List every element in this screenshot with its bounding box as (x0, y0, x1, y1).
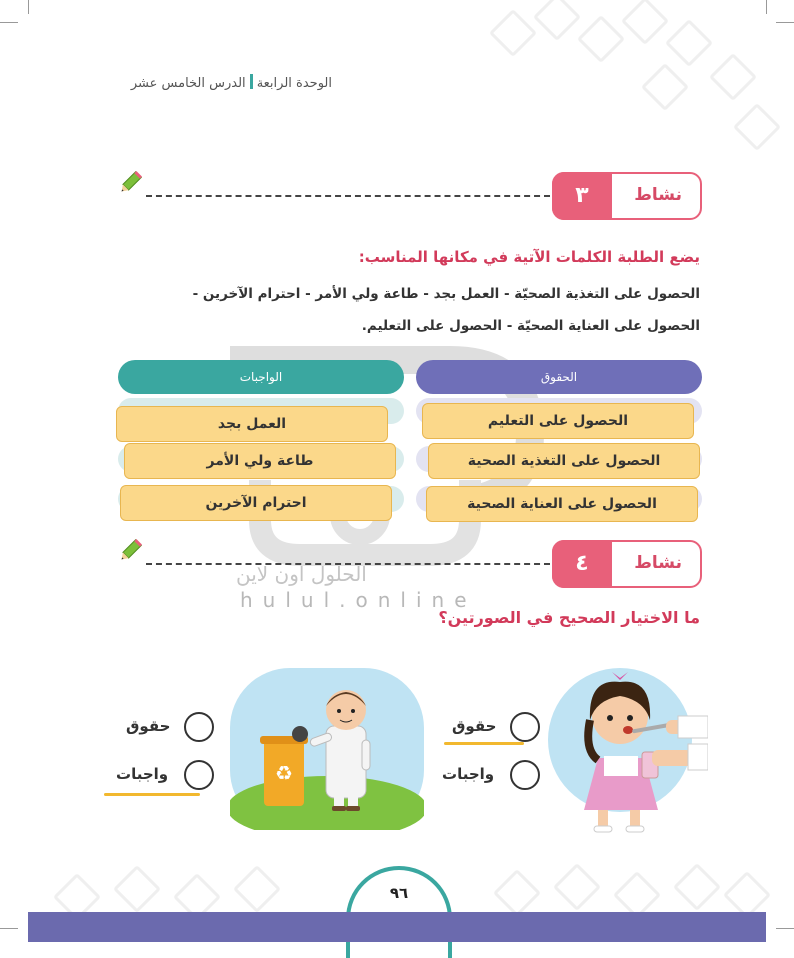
duties-answer-3[interactable]: احترام الآخرين (120, 485, 392, 521)
boy-duties-radio[interactable] (184, 760, 214, 790)
decor-diamond (709, 53, 757, 101)
pencil-icon (117, 538, 143, 564)
girl-answer-underline (444, 742, 524, 745)
girl-rights-radio[interactable] (510, 712, 540, 742)
footer-bar (28, 912, 766, 942)
activity3-badge (552, 172, 702, 220)
boy-duties-label: واجبات (116, 765, 169, 783)
decor-diamond (641, 63, 689, 111)
watermark-arabic: الحلول اون لاين (236, 562, 367, 586)
activity4-question: ما الاختيار الصحيح في الصورتين؟ (438, 608, 700, 627)
crop-mark (776, 22, 794, 23)
crop-mark (0, 928, 18, 929)
header-lesson: الدرس الخامس عشر (130, 76, 246, 91)
boy-rights-label: حقوق (126, 717, 171, 735)
svg-text:♻: ♻ (275, 761, 293, 785)
girl-rights-label: حقوق (452, 717, 497, 735)
boy-answer-underline (104, 793, 200, 796)
decor-diamond (113, 865, 161, 913)
crop-mark (28, 0, 29, 14)
decor-diamond (621, 0, 669, 45)
activity4-label: نشاط (634, 553, 682, 573)
activity4-number: ٤ (552, 540, 612, 588)
boy-rights-radio[interactable] (184, 712, 214, 742)
boy-recycling-illustration (230, 668, 424, 830)
watermark-latin: hulul.online (240, 588, 477, 612)
duties-answer-1[interactable]: العمل بجد (116, 406, 388, 442)
decor-diamond (489, 9, 537, 57)
activity3-label: نشاط (634, 185, 682, 205)
crop-mark (766, 0, 767, 14)
crop-mark (776, 928, 794, 929)
decor-diamond (665, 19, 713, 67)
rights-answer-3[interactable]: الحصول على العناية الصحية (426, 486, 698, 522)
decor-diamond (733, 103, 781, 151)
duties-header: الواجبات (118, 360, 404, 394)
decor-diamond (553, 863, 601, 911)
page-header (131, 74, 332, 91)
duties-answer-2[interactable]: طاعة ولي الأمر (124, 443, 396, 479)
girl-medicine-illustration (548, 660, 708, 838)
page-number: ٩٦ (389, 884, 409, 902)
header-unit: الوحدة الرابعة (256, 76, 332, 91)
rights-header: الحقوق (416, 360, 702, 394)
decor-diamond (533, 0, 581, 41)
rights-answer-1[interactable]: الحصول على التعليم (422, 403, 694, 439)
pencil-icon (117, 170, 143, 196)
girl-duties-radio[interactable] (510, 760, 540, 790)
decor-diamond (673, 863, 721, 911)
activity3-words-line1: الحصول على التغذية الصحيّة - العمل بجد - طاعة ولي الأمر - احترام الآخرين - (192, 286, 700, 302)
decor-diamond (577, 15, 625, 63)
activity3-dashed-line (146, 195, 550, 197)
activity3-number: ٣ (552, 172, 612, 220)
decor-diamond (493, 869, 541, 917)
activity3-words-line2: الحصول على العناية الصحيّة - الحصول على التعليم. (361, 318, 700, 334)
activity4-badge (552, 540, 702, 588)
girl-duties-label: واجبات (442, 765, 495, 783)
crop-mark (0, 22, 18, 23)
header-divider (250, 74, 253, 89)
decor-diamond (233, 865, 281, 913)
rights-answer-2[interactable]: الحصول على التغذية الصحية (428, 443, 700, 479)
activity3-instruction: يضع الطلبة الكلمات الآتية في مكانها المناسب: (358, 248, 700, 266)
